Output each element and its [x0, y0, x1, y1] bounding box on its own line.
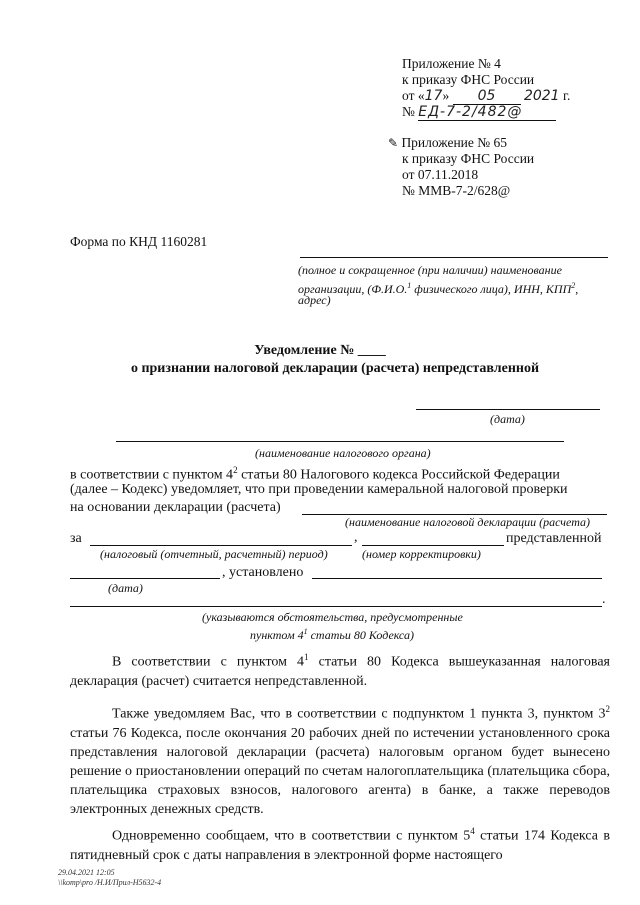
circumstances-line — [70, 606, 602, 607]
appendix4-date-suffix: г. — [562, 88, 571, 103]
footer-file-path: \\komp\pro /Н.И/Прил-Н5632-4 — [58, 878, 162, 887]
appendix4-date-row — [402, 88, 570, 105]
recipient-hint-3: адрес) — [298, 293, 331, 307]
circumstances-hint-2: пунктом $4^1$ статьи 80 Кодекса) — [250, 627, 414, 642]
form-code: Форма по КНД 1160281 — [70, 234, 208, 249]
body-line-3: на основании декларации (расчета) — [70, 500, 281, 515]
period-hint: (налоговый (отчетный, расчетный) период) — [100, 547, 328, 561]
recipient-line — [300, 257, 608, 258]
appendix4-date-year: 2021 — [523, 88, 560, 104]
appendix4-date-prefix: от « — [402, 88, 425, 103]
correction-number-line — [362, 545, 504, 546]
appendix4-number-value: ЕД-7-2/482@ — [418, 104, 556, 121]
body-line-1: в соответствии с пунктом $4^2$ статьи 80 Налогового кодекса Российской Федерации — [70, 465, 560, 483]
appendix4-number-prefix: № — [402, 104, 415, 119]
established-date-line — [70, 578, 220, 579]
appendix65-date: от 07.11.2018 — [402, 167, 479, 182]
recipient-hint-2: организации, (Ф.И.О.$^1$ физического лица), ИНН, КПП$^2$, — [298, 281, 579, 296]
appendix4-title: Приложение № 4 — [402, 56, 501, 71]
footer-timestamp: 29.04.2021 12:05 — [58, 868, 115, 877]
body-line-2: (далее – Кодекс) уведомляет, что при проведении камеральной налоговой проверки — [70, 482, 568, 497]
circumstances-end: . — [602, 592, 606, 607]
appendix65-number: № ММВ-7-2/628@ — [402, 183, 511, 198]
established-line — [312, 578, 602, 579]
appendix4-order: к приказу ФНС России — [402, 72, 535, 87]
correction-number-hint: (номер корректировки) — [362, 547, 481, 561]
notice-subtitle: о признании налоговой декларации (расчета) непредставленной — [130, 361, 540, 376]
declaration-name-hint: (наименование налоговой декларации (расчета) — [345, 515, 590, 529]
appendix4-number-row — [402, 104, 556, 121]
tax-authority-line — [116, 441, 564, 442]
paragraph-1: В соответствии с пунктом $4^1$ статьи 80 Кодекса вышеуказанная налоговая декларация (расчет) считается непредставленной. — [70, 652, 610, 689]
appendix65-order: к приказу ФНС России — [402, 151, 535, 166]
body-line-4-comma: , — [354, 530, 358, 545]
period-line — [90, 545, 352, 546]
body-line-4-prefix: за — [70, 531, 82, 546]
appendix4-date-month: 05 — [453, 88, 521, 105]
notice-title: Уведомление № ____ — [254, 343, 386, 358]
appendix65-title-row — [388, 135, 507, 151]
appendix4-date-mid: » — [442, 88, 450, 103]
paragraph-3: Одновременно сообщаем, что в соответствии с пунктом $5^4$ статьи 174 Кодекса в пятидневный срок с даты направления в электронной форме настоящего — [70, 826, 611, 863]
date-line — [416, 409, 600, 410]
appendix4-date-day: 17 — [424, 88, 443, 104]
established-date-hint: (дата) — [108, 581, 143, 595]
paragraph-2: Также уведомляем Вас, что в соответствии с подпунктом 1 пункта 3, пунктом $3^2$ статьи 76 Кодекса, после окончания 20 рабочих дней по истечении установленного срока представления налоговой декларации (расчета) налоговым органом будет вынесено решение о приостановлении операций по счетам налогоплательщика (плательщика сбора, плательщика страховых взносов, налогового агента) в банке, а также переводов электронных денежных средств. — [70, 704, 610, 817]
appendix65-title: Приложение № 65 — [401, 135, 508, 150]
tax-authority-hint: (наименование налогового органа) — [255, 446, 431, 460]
recipient-hint-1: (полное и сокращенное (при наличии) наименование — [298, 263, 562, 277]
body-line-4-suffix: представленной — [506, 531, 602, 546]
pen-mark-icon: ✎ — [388, 136, 399, 150]
date-hint: (дата) — [490, 412, 525, 426]
body-line-5: , установлено — [222, 565, 304, 580]
circumstances-hint-1: (указываются обстоятельства, предусмотренные — [202, 610, 463, 624]
